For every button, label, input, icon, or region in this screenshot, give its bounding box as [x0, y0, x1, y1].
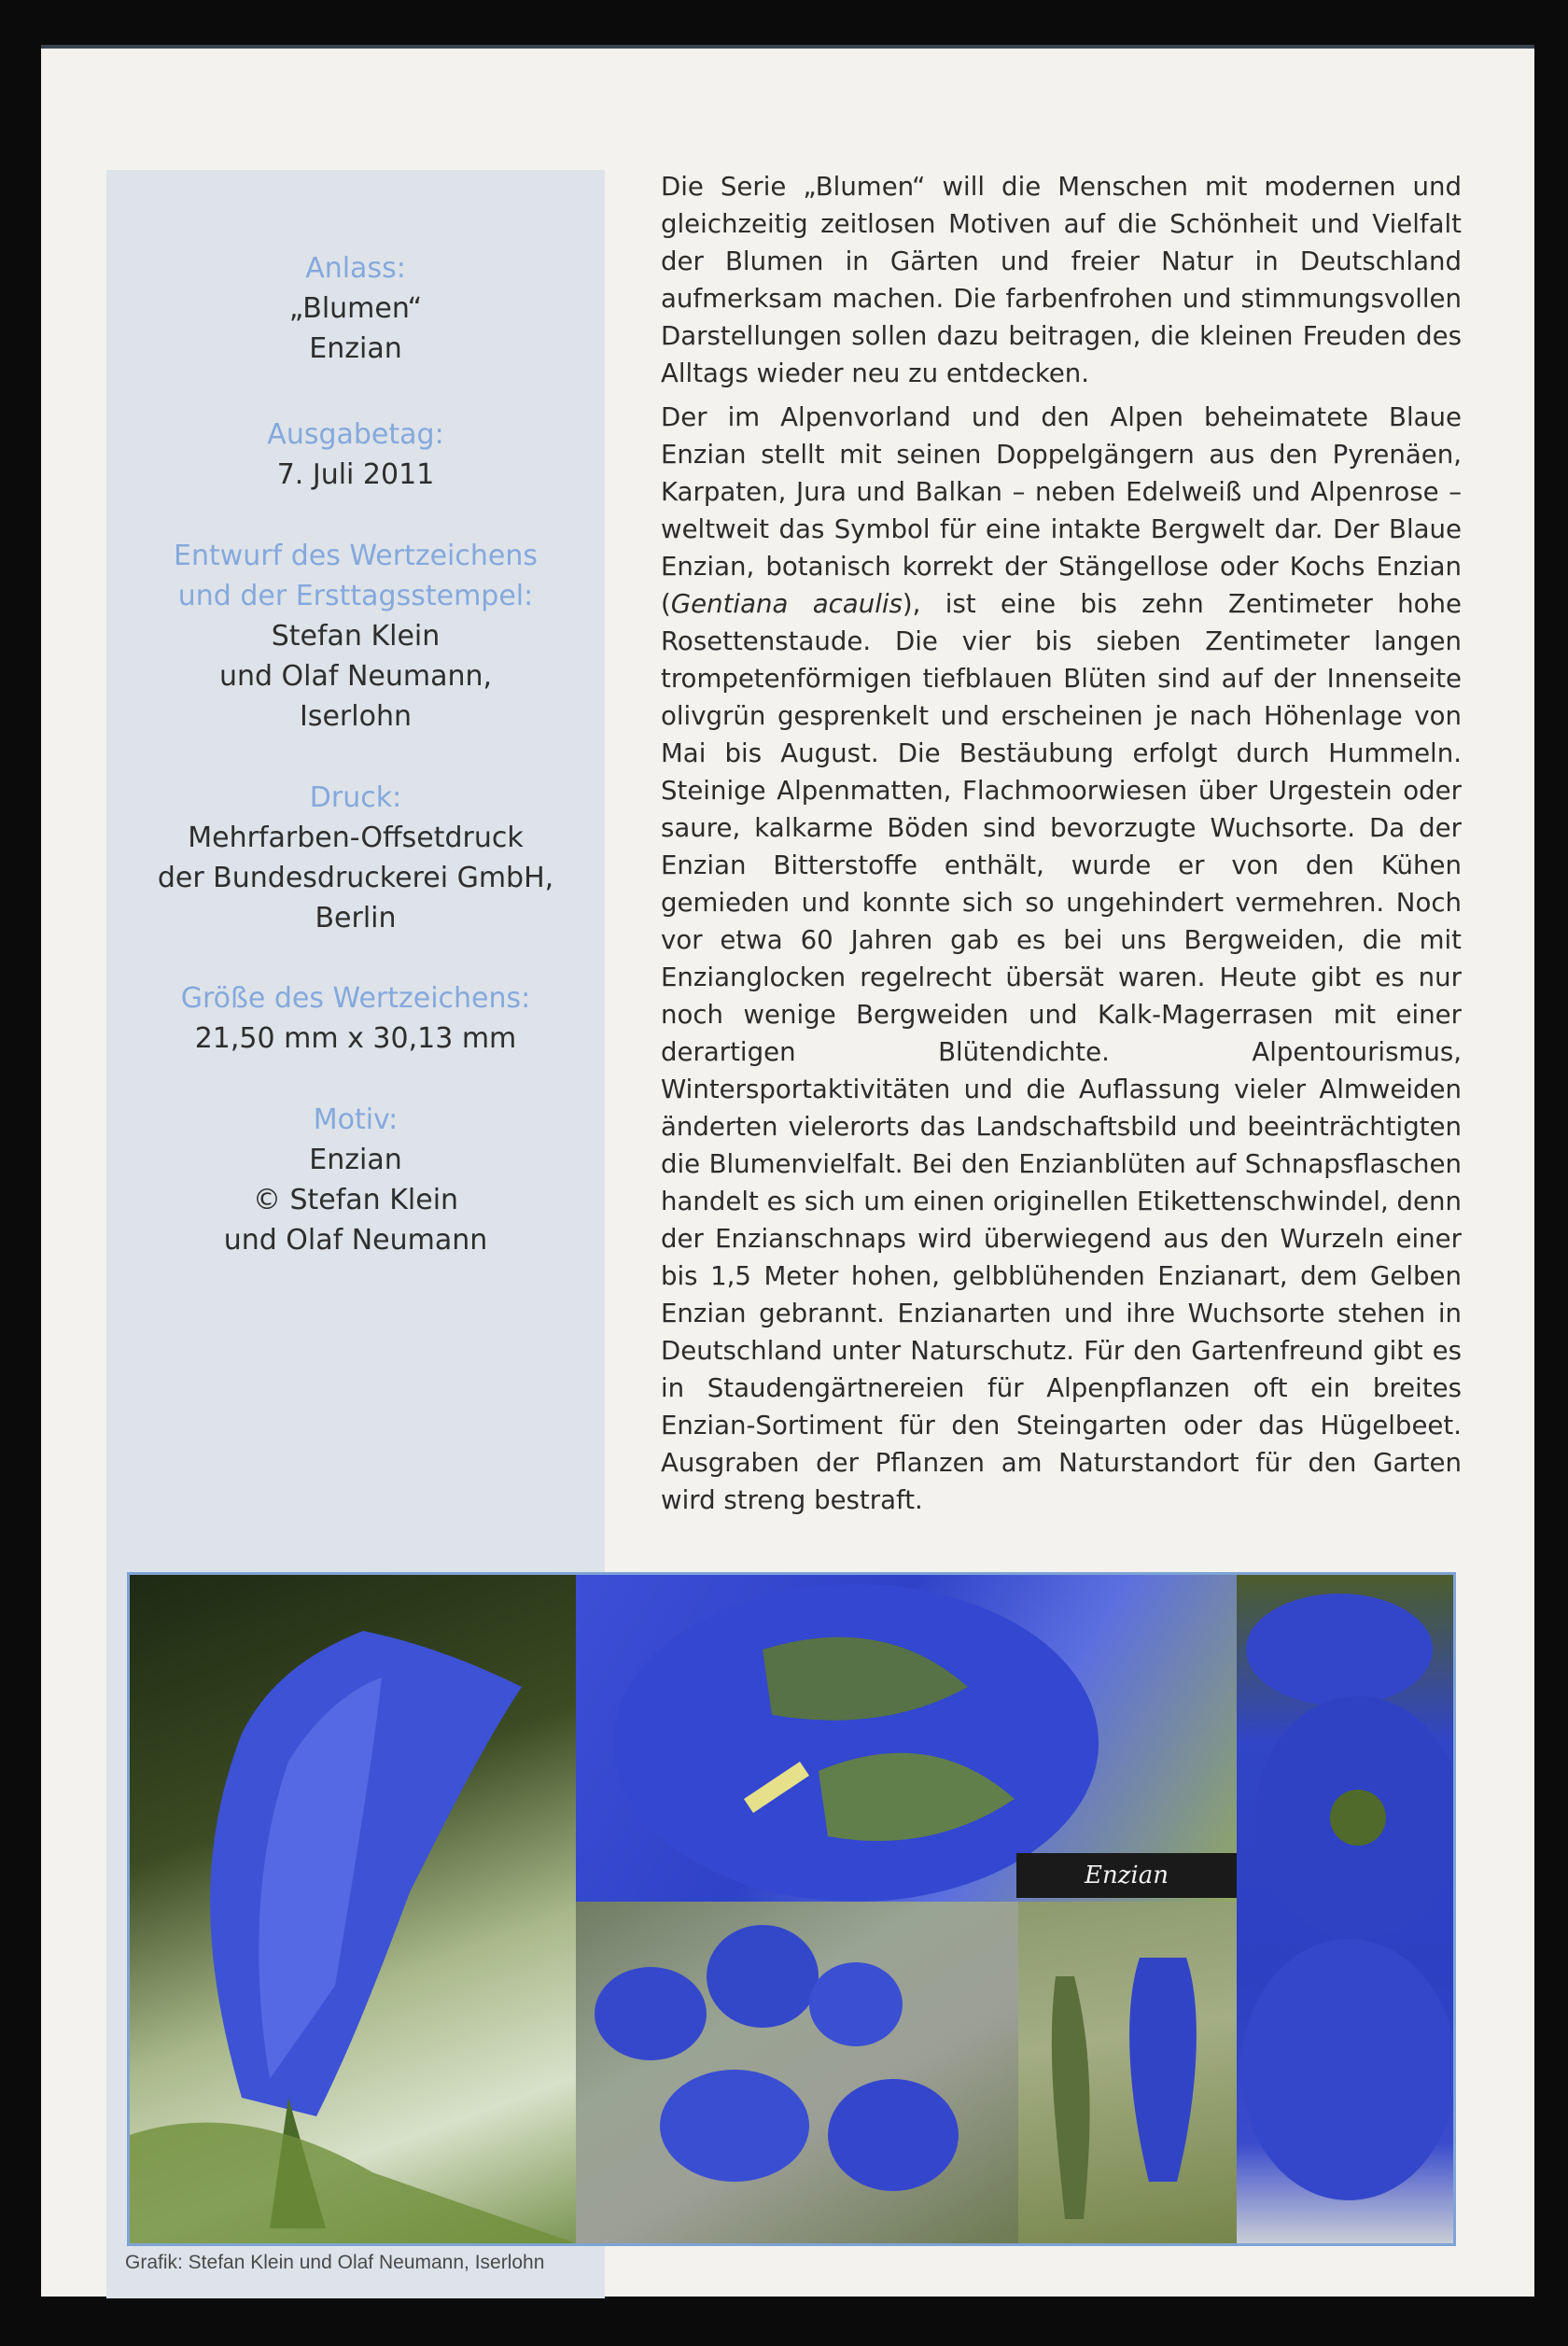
occasion-line: Enzian — [309, 332, 402, 365]
botanical-name: Gentiana acaulis — [670, 588, 903, 619]
image-credit: Grafik: Stefan Klein und Olaf Neumann, Iserlohn — [125, 2252, 545, 2273]
gentian-photo-closeup — [130, 1575, 576, 2243]
print-block — [106, 778, 605, 938]
occasion-line: „Blumen“ — [288, 292, 423, 325]
issue-date: 7. Juli 2011 — [276, 458, 435, 491]
paragraph-text: Der im Alpenvorland und den Alpen beheimatete Blaue Enzian stellt mit seinen Doppelgängern aus den Pyrenäen, Karpaten, Jura und Balkan – neben Edelweiß und Alpenrose – weltweit das Symbol für eine intakte Bergwelt dar. Der Blaue Enzian, botanisch korrekt der Stängellose oder Kochs Enzian ( — [661, 401, 1462, 619]
gentian-photo-buds — [1018, 1902, 1237, 2243]
print-label: Druck: — [309, 781, 402, 814]
print-line: Mehrfarben-Offsetdruck — [188, 822, 524, 854]
gentian-cluster-illustration — [576, 1902, 1018, 2243]
gentian-buds-illustration — [1018, 1902, 1237, 2243]
design-label: Entwurf des Wertzeichens — [174, 540, 538, 572]
paragraph: Die Serie „Blumen“ will die Menschen mit modernen und gleichzeitig zeitlosen Motiven auf die Schönheit und Vielfalt der Blumen in Gärten und freier Natur in Deutschland aufmerksam machen. Die farbenfrohen und stimmungsvollen Darstellungen sollen dazu beitragen, die kleinen Freuden des Alltags wieder neu zu entdecken. — [661, 171, 1462, 388]
gentian-blooms-illustration — [1237, 1575, 1453, 2243]
motif-line: © Stefan Klein — [252, 1184, 459, 1216]
size-label: Größe des Wertzeichens: — [180, 982, 531, 1015]
gentian-photo-cluster — [576, 1902, 1018, 2243]
motif-block — [106, 1100, 605, 1260]
occasion-block — [106, 248, 605, 369]
size-block — [106, 978, 605, 1059]
motif-line: Enzian — [309, 1144, 402, 1176]
issue-date-block — [106, 414, 605, 495]
article-body — [661, 168, 1462, 1525]
motif-label: Motiv: — [313, 1103, 399, 1136]
photo-collage — [127, 1572, 1456, 2246]
collage-label: Enzian — [1016, 1853, 1237, 1898]
motif-line: und Olaf Neumann — [223, 1224, 488, 1257]
paragraph — [661, 399, 1462, 1519]
occasion-label: Anlass: — [305, 252, 406, 285]
print-line: der Bundesdruckerei GmbH, — [157, 862, 554, 894]
print-line: Berlin — [315, 902, 397, 934]
design-line: Stefan Klein — [271, 620, 441, 653]
design-line: und Olaf Neumann, — [218, 660, 493, 693]
gentian-flower-illustration — [130, 1575, 576, 2243]
gentian-photo-blooms — [1237, 1575, 1453, 2243]
design-label: und der Ersttagsstempel: — [177, 580, 534, 612]
design-line: Iserlohn — [300, 700, 412, 733]
design-block — [106, 536, 605, 737]
size-value: 21,50 mm x 30,13 mm — [194, 1022, 517, 1055]
paragraph-text: ), ist eine bis zehn Zentimeter hohe Rosettenstaude. Die vier bis sieben Zentimeter langen trompetenförmigen tiefblauen Blüten sind auf der Innenseite olivgrün gesprenkelt und erscheinen je nach Höhenlage von Mai bis August. Die Bestäubung erfolgt durch Hummeln. Steinige Alpenmatten, Flachmoorwiesen über Urgestein oder saure, kalkarme Böden sind bevorzugte Wuchsorte. Da der Enzian Bitterstoffe enthält, wurde er von den Kühen gemieden und konnte sich so ungehindert vermehren. Noch vor etwa 60 Jahren gab es bei uns Bergweiden, die mit Enzianglocken regelrecht übersät waren. Heute gibt es nur noch wenige Bergweiden und Kalk-Magerrasen mit einer derartigen Blütendichte. Alpentourismus, Wintersportaktivitäten und die Auflassung vieler Almweiden änderten vielerorts das Landschaftsbild und beeinträchtigten die Blumenvielfalt. Bei den Enzianblüten auf Schnapsflaschen handelt es sich um einen originellen Etikettenschwindel, denn der Enzianschnaps wird überwiegend aus den Wurzeln einer bis 1,5 Meter hohen, gelbblühenden Enzianart, dem Gelben Enzian gebrannt. Enzianarten und ihre Wuchsorte stehen in Deutschland unter Naturschutz. Für den Gartenfreund gibt es in Staudengärtnereien für Alpenpflanzen oft ein breites Enzian-Sortiment für den Steingarten oder das Hügelbeet. Ausgraben der Pflanzen am Naturstandort für den Garten wird streng bestraft. — [661, 588, 1462, 1515]
issue-date-label: Ausgabetag: — [267, 418, 444, 451]
